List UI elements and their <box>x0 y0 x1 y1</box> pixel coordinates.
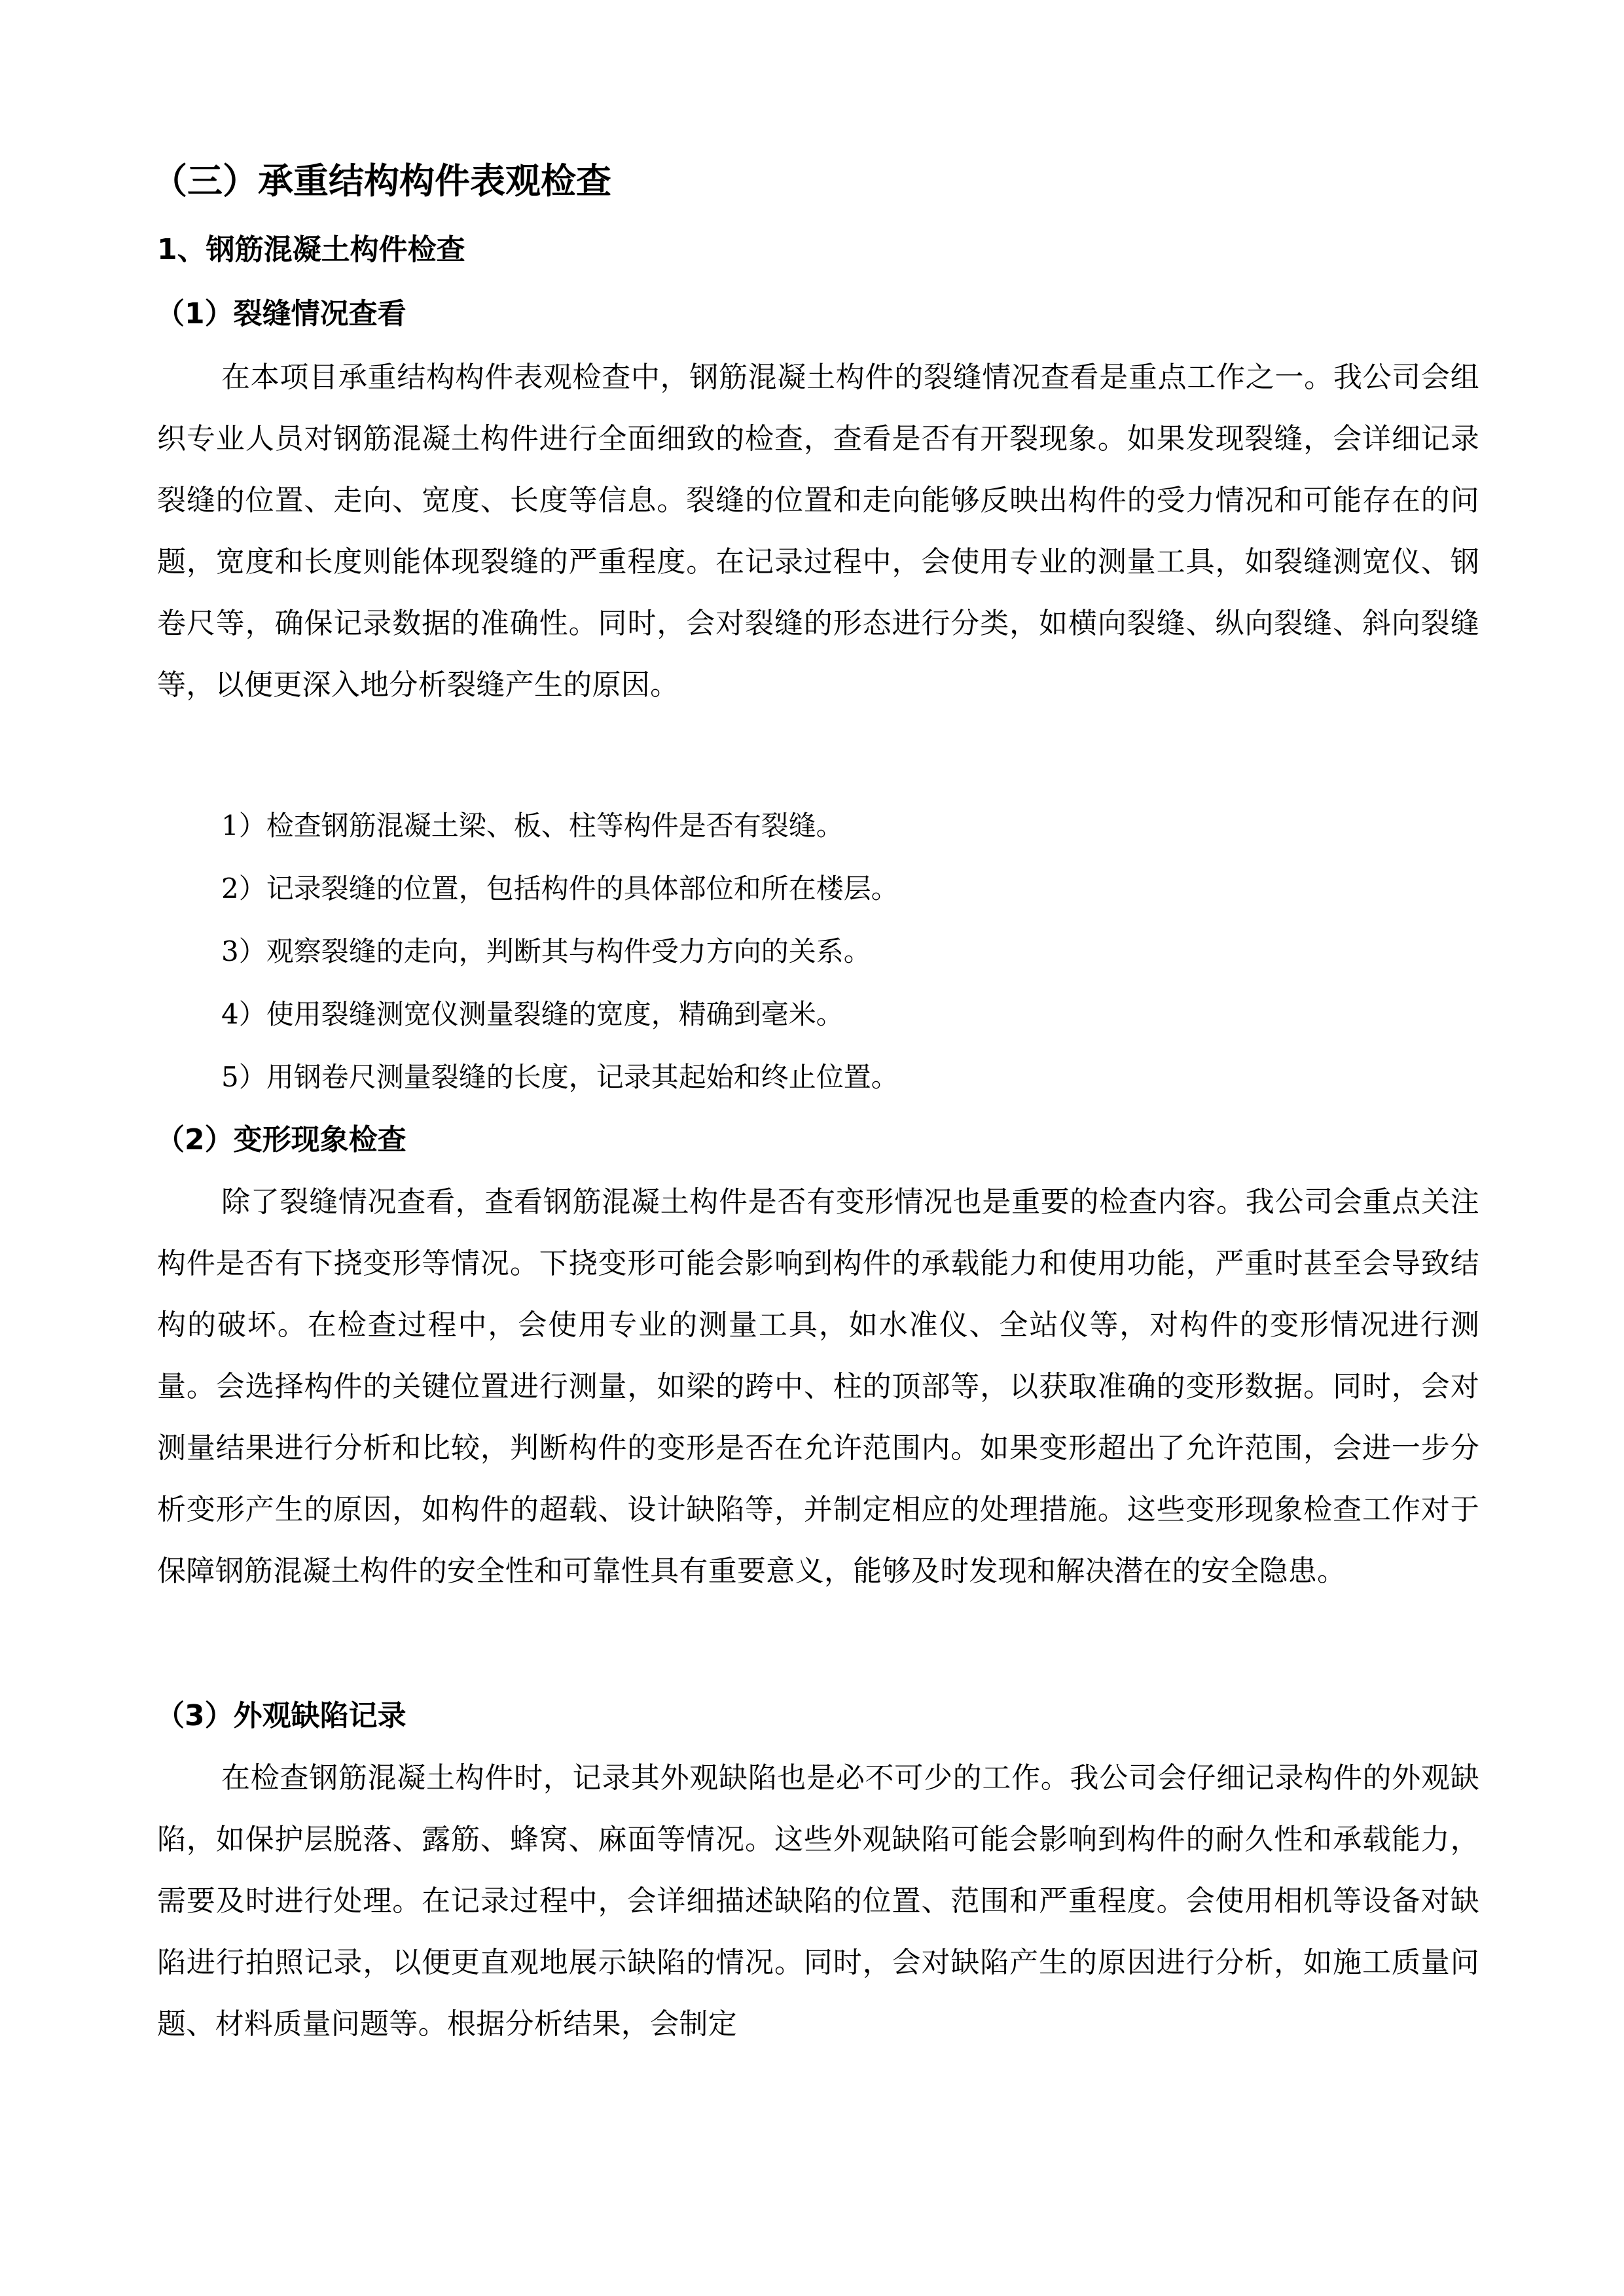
subsection-title: 1、钢筋混凝土构件检查 <box>157 233 465 266</box>
crack-item-1: 1）检查钢筋混凝土梁、板、柱等构件是否有裂缝。 <box>221 810 844 842</box>
crack-heading: （1）裂缝情况查看 <box>156 297 406 331</box>
crack-item-3: 3）观察裂缝的走向，判断其与构件受力方向的关系。 <box>221 935 871 967</box>
crack-paragraph: 在本项目承重结构构件表观检查中，钢筋混凝土构件的裂缝情况查看是重点工作之一。我公司会组织专业人员对钢筋混凝土构件进行全面细致的检查，查看是否有开裂现象。如果发现裂缝，会详细记录裂缝的位置、走向、宽度、长度等信息。裂缝的位置和走向能够反映出构件的受力情况和可能存在的问题，宽度和长度则能体现裂缝的严重程度。在记录过程中，会使用专业的测量工具，如裂缝测宽仪、钢卷尺等，确保记录数据的准确性。同时，会对裂缝的形态进行分类，如横向裂缝、纵向裂缝、斜向裂缝等，以便更深入地分析裂缝产生的原因。 <box>157 361 1479 702</box>
section-title: （三）承重结构构件表观检查 <box>152 160 611 202</box>
defects-paragraph: 在检查钢筋混凝土构件时，记录其外观缺陷也是必不可少的工作。我公司会仔细记录构件的外观缺陷，如保护层脱落、露筋、蜂窝、麻面等情况。这些外观缺陷可能会影响到构件的耐久性和承载能力，需要及时进行处理。在记录过程中，会详细描述缺陷的位置、范围和严重程度。会使用相机等设备对缺陷进行拍照记录，以便更直观地展示缺陷的情况。同时，会对缺陷产生的原因进行分析，如施工质量问题、材料质量问题等。根据分析结果，会制定 <box>157 1761 1479 2041</box>
defects-heading: （3）外观缺陷记录 <box>156 1699 406 1732</box>
crack-item-2: 2）记录裂缝的位置，包括构件的具体部位和所在楼层。 <box>221 872 899 905</box>
crack-item-4: 4）使用裂缝测宽仪测量裂缝的宽度，精确到毫米。 <box>221 998 844 1030</box>
crack-item-5: 5）用钢卷尺测量裂缝的长度，记录其起始和终止位置。 <box>221 1061 899 1093</box>
deformation-paragraph: 除了裂缝情况查看，查看钢筋混凝土构件是否有变形情况也是重要的检查内容。我公司会重点关注构件是否有下挠变形等情况。下挠变形可能会影响到构件的承载能力和使用功能，严重时甚至会导致结构的破坏。在检查过程中，会使用专业的测量工具，如水准仪、全站仪等，对构件的变形情况进行测量。会选择构件的关键位置进行测量，如梁的跨中、柱的顶部等，以获取准确的变形数据。同时，会对测量结果进行分析和比较，判断构件的变形是否在允许范围内。如果变形超出了允许范围，会进一步分析变形产生的原因，如构件的超载、设计缺陷等，并制定相应的处理措施。这些变形现象检查工作对于保障钢筋混凝土构件的安全性和可靠性具有重要意义，能够及时发现和解决潜在的安全隐患。 <box>157 1185 1479 1588</box>
deformation-heading: （2）变形现象检查 <box>156 1123 406 1157</box>
